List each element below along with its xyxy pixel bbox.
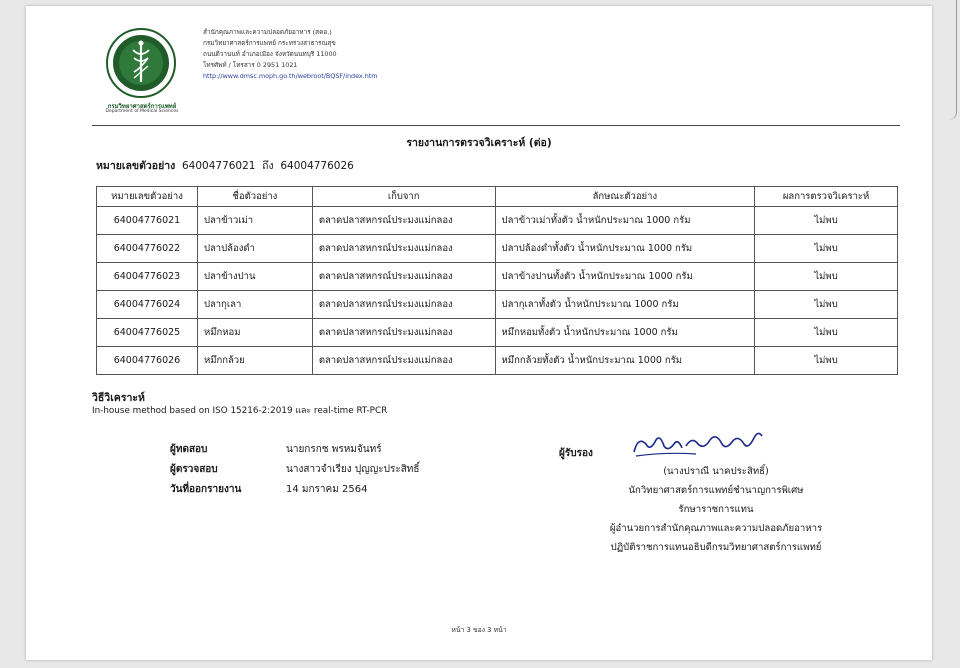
logo-caption-thai: กรมวิทยาศาสตร์การแพทย์ xyxy=(107,103,177,110)
cell-result: ไม่พบ xyxy=(755,347,898,375)
cell-sample-name: ปลาข้างปาน xyxy=(197,263,312,291)
cell-sample-description: ปลาข้างปานทั้งตัว น้ำหนักประมาณ 1000 กรัม xyxy=(495,263,755,291)
header-url: http://www.dmsc.moph.go.th/webroot/BQSF/index.htm xyxy=(203,72,378,80)
header-line: ถนนติวานนท์ อำเภอเมือง จังหวัดนนทบุรี 11000 xyxy=(203,50,337,58)
column-header-result: ผลการตรวจวิเคราะห์ xyxy=(755,187,898,207)
cell-sample-name: ปลาปล้องดำ xyxy=(197,235,312,263)
column-header-sample-number: หมายเลขตัวอย่าง xyxy=(97,187,198,207)
cell-result: ไม่พบ xyxy=(755,235,898,263)
cell-sample-number: 64004776022 xyxy=(97,235,198,263)
header-divider xyxy=(92,125,900,126)
cell-sample-description: ปลาปล้องดำทั้งตัว น้ำหนักประมาณ 1000 กรัม xyxy=(495,235,755,263)
cell-sample-description: ปลาข้าวเม่าทั้งตัว น้ำหนักประมาณ 1000 กรัม xyxy=(495,207,755,235)
cell-sample-number: 64004776021 xyxy=(97,207,198,235)
logo-caption-english: Department of Medical Sciences xyxy=(105,109,179,114)
cell-sample-number: 64004776026 xyxy=(97,347,198,375)
cell-collected-from: ตลาดปลาสหกรณ์ประมงแม่กลอง xyxy=(312,235,495,263)
cell-sample-name: หมึกหอม xyxy=(197,319,312,347)
cell-collected-from: ตลาดปลาสหกรณ์ประมงแม่กลอง xyxy=(312,319,495,347)
cell-collected-from: ตลาดปลาสหกรณ์ประมงแม่กลอง xyxy=(312,291,495,319)
cell-sample-description: หมึกหอมทั้งตัว น้ำหนักประมาณ 1000 กรัม xyxy=(495,319,755,347)
cell-result: ไม่พบ xyxy=(755,291,898,319)
page-number-footer: หน้า 3 ของ 3 หน้า xyxy=(451,626,507,634)
header-line: สำนักคุณภาพและความปลอดภัยอาหาร (สคอ.) xyxy=(203,28,332,36)
cell-result: ไม่พบ xyxy=(755,319,898,347)
tester-name: นายกรกช พรหมจันทร์ xyxy=(286,444,382,455)
ministry-seal-logo xyxy=(106,28,176,98)
cell-sample-name: หมึกกล้วย xyxy=(197,347,312,375)
scrollbar[interactable] xyxy=(948,0,957,120)
approver-block xyxy=(566,462,866,557)
sample-range-to: 64004776026 xyxy=(280,160,354,172)
report-date-label: วันที่ออกรายงาน xyxy=(170,484,242,495)
cell-sample-description: หมึกกล้วยทั้งตัว น้ำหนักประมาณ 1000 กรัม xyxy=(495,347,755,375)
document-page xyxy=(26,6,932,660)
cell-result: ไม่พบ xyxy=(755,207,898,235)
approver-label: ผู้รับรอง xyxy=(559,448,593,459)
table-row xyxy=(97,207,898,235)
approver-position-line: รักษาราชการแทน xyxy=(678,504,754,515)
table-row xyxy=(97,319,898,347)
tester-label: ผู้ทดสอบ xyxy=(170,444,208,455)
column-header-sample-description: ลักษณะตัวอย่าง xyxy=(495,187,755,207)
cell-sample-number: 64004776024 xyxy=(97,291,198,319)
report-title: รายงานการตรวจวิเคราะห์ (ต่อ) xyxy=(406,137,552,149)
report-date-value: 14 มกราคม 2564 xyxy=(286,484,368,495)
method-title: วิธีวิเคราะห์ xyxy=(92,392,145,404)
checker-label: ผู้ตรวจสอบ xyxy=(170,464,218,475)
approver-position-line: นักวิทยาศาสตร์การแพทย์ชำนาญการพิเศษ xyxy=(628,485,804,496)
sample-range-to-word: ถึง xyxy=(262,160,274,172)
cell-sample-name: ปลาข้าวเม่า xyxy=(197,207,312,235)
approver-position-line: ผู้อำนวยการสำนักคุณภาพและความปลอดภัยอาหาร xyxy=(609,523,823,534)
cell-sample-description: ปลากุเลาทั้งตัว น้ำหนักประมาณ 1000 กรัม xyxy=(495,291,755,319)
table-header-row xyxy=(97,187,898,207)
table-row xyxy=(97,347,898,375)
header-address-block xyxy=(203,27,378,82)
sample-range-from: 64004776021 xyxy=(181,160,256,172)
approver-name: (นางปราณี นาคประสิทธิ์) xyxy=(663,466,769,477)
cell-result: ไม่พบ xyxy=(755,263,898,291)
table-row xyxy=(97,235,898,263)
cell-collected-from: ตลาดปลาสหกรณ์ประมงแม่กลอง xyxy=(312,263,495,291)
sample-range xyxy=(96,157,354,174)
header-line: กรมวิทยาศาสตร์การแพทย์ กระทรวงสาธารณสุข xyxy=(203,39,336,47)
sample-range-label: หมายเลขตัวอย่าง xyxy=(96,160,176,172)
method-text: In-house method based on ISO 15216-2:2019 และ real-time RT-PCR xyxy=(92,406,388,416)
cell-collected-from: ตลาดปลาสหกรณ์ประมงแม่กลอง xyxy=(312,347,495,375)
table-row xyxy=(97,263,898,291)
cell-sample-number: 64004776025 xyxy=(97,319,198,347)
column-header-sample-name: ชื่อตัวอย่าง xyxy=(197,187,312,207)
approver-position-line: ปฏิบัติราชการแทนอธิบดีกรมวิทยาศาสตร์การแพทย์ xyxy=(610,542,822,553)
handwritten-signature xyxy=(626,422,766,462)
column-header-collected-from: เก็บจาก xyxy=(312,187,495,207)
table-row xyxy=(97,291,898,319)
results-table xyxy=(96,186,898,375)
cell-sample-name: ปลากุเลา xyxy=(197,291,312,319)
checker-name: นางสาวจำเรียง ปุญญะประสิทธิ์ xyxy=(286,464,420,475)
cell-collected-from: ตลาดปลาสหกรณ์ประมงแม่กลอง xyxy=(312,207,495,235)
header-line: โทรศัพท์ / โทรสาร 0 2951 1021 xyxy=(203,61,298,69)
cell-sample-number: 64004776023 xyxy=(97,263,198,291)
